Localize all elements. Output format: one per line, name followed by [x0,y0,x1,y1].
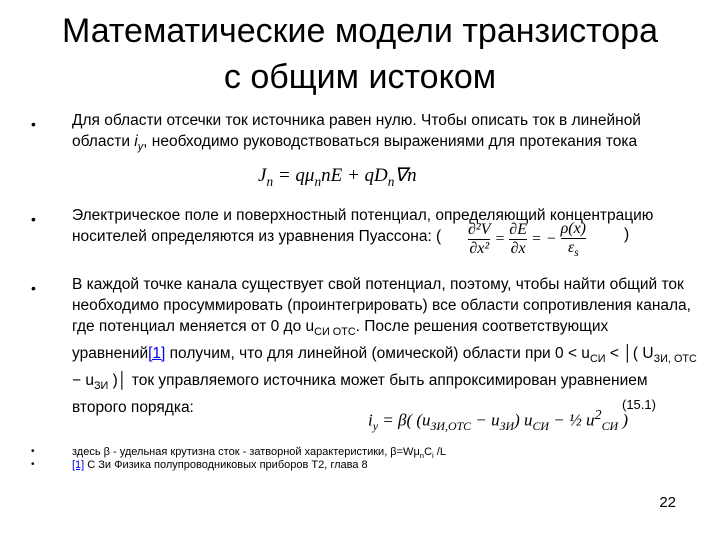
note-reference [72,458,368,472]
bullet-2-body: Электрическое поле и поверхностный потенциал, определяющий концентрацию носителей определяются из уравнения Пуассона: ( [72,207,654,245]
fraction-2-den: ∂x [510,240,526,258]
bullet-1-part2: , необходимо руководствоваться выражениями для протекания тока [143,133,638,150]
current-var-base: i [134,133,138,150]
slide-title [0,8,720,100]
title-line-1: Математические модели транзистора [61,12,658,50]
fraction-1-num: ∂²V [468,221,491,239]
current-var [134,133,144,154]
formula-current-density: $J_n = q\mu_nnE + qD_n\nabla n$ [258,165,417,189]
reference-link[interactable]: [1] [72,459,85,471]
current-var-sub: y [137,141,144,154]
fraction-3-num: ρ(x) [560,220,586,237]
bullet-marker: • [31,116,36,132]
page-number: 22 [659,494,676,511]
equation-number: (15.1) [622,397,656,412]
fraction-3-den: $\varepsilon_s$ [567,239,579,260]
fraction-1 [468,221,490,258]
formula-poisson [468,220,638,259]
bullet-marker: • [31,446,35,457]
equals-2: = − [530,230,557,248]
fraction-2-num: ∂E [509,221,527,239]
equals-1: = [494,230,506,248]
note-beta: здесь β - удельная крутизна сток - затворной характеристики, $\beta=W\mu_nC_i$ /L [72,446,446,461]
fraction-3 [561,220,586,259]
bullet-marker: • [31,211,36,227]
bullet-1-text [72,110,697,158]
bullet-3-text: В каждой точке канала существует свой потенциал, поэтому, чтобы найти общий ток необходимо просуммировать (проинтегрировать) все области сопротивления канала, где потенциал меняется от 0 до $u_{СИ ОТС}$. После решения соответствующих уравнений[1] получим, что для линейной (омической) области при $0 < u_{СИ}$ < │( $U_{ЗИ, ОТС} - u_{ЗИ}$ )│ ток управляемого источника может быть аппроксимирован уравнением второго порядка: [72,276,697,417]
reference-text: С Зи Физика полупроводниковых приборов Т2, глава 8 [84,459,368,471]
bullet-marker: • [31,459,35,470]
formula-current-approx: $i_y = \beta$( $(u_{ЗИ,ОТС} - u_{ЗИ}) u_{СИ}$ − ½ $u^2_{СИ}$ ) [368,407,629,434]
fraction-2 [509,221,527,258]
fraction-1-den: ∂x² [469,240,490,258]
title-line-2: с общим истоком [223,58,497,96]
bullet-1-part1: Для области отсечки ток источника равен нулю. Чтобы описать ток в линейной области [72,112,641,150]
bullet-marker: • [31,280,36,296]
poisson-close-paren: ) [624,226,630,243]
